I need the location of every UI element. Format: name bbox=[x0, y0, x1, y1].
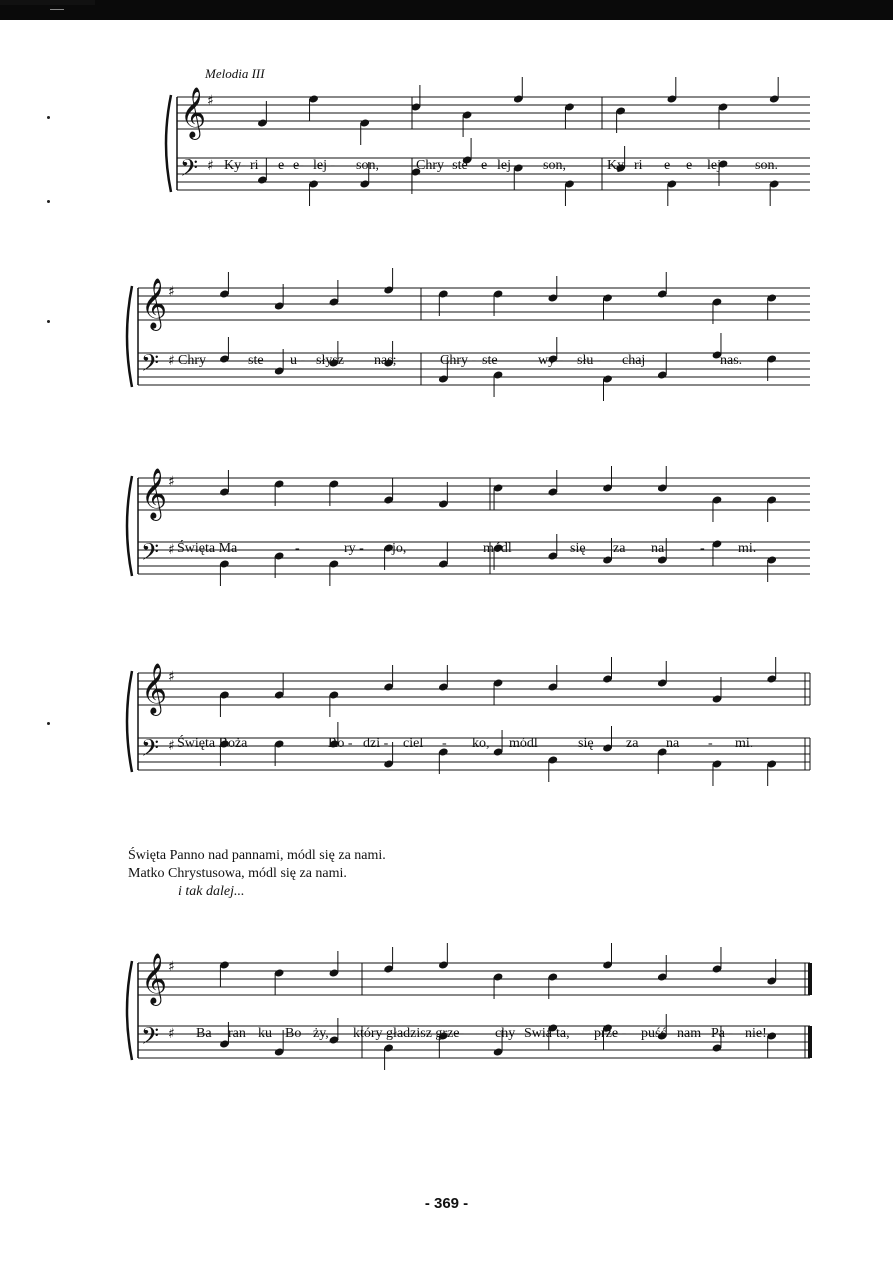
lyric-syllable: Chry - bbox=[440, 353, 477, 368]
key-sharp-icon: ♯ bbox=[168, 959, 175, 975]
lyric-syllable: lej - bbox=[497, 158, 520, 173]
lyric-syllable: - bbox=[442, 736, 447, 751]
lyric-syllable: e bbox=[278, 158, 285, 173]
lyric-syllable: mi. bbox=[738, 541, 757, 556]
lyric-syllable: e- bbox=[293, 158, 304, 173]
lyric-syllable: - bbox=[708, 736, 713, 751]
lyric-syllable: ran- bbox=[228, 1026, 251, 1041]
lyric-syllable: dzi - bbox=[363, 736, 389, 751]
lyric-syllable: wy - bbox=[538, 353, 564, 368]
lyric-syllable: nam bbox=[677, 1026, 702, 1041]
lyric-syllable: który gładzisz grze- bbox=[353, 1026, 465, 1041]
lyric-syllable: módl bbox=[509, 736, 538, 751]
key-sharp-icon: ♯ bbox=[168, 474, 175, 490]
bass-clef-icon: 𝄢 bbox=[180, 154, 199, 187]
lyric-syllable: nie! bbox=[745, 1026, 767, 1041]
bass-clef-icon: 𝄢 bbox=[141, 1022, 160, 1055]
lyric-syllable: e bbox=[664, 158, 671, 173]
system-brace bbox=[127, 476, 132, 576]
lyric-syllable: ry - bbox=[344, 541, 364, 556]
lyric-syllable: Chry bbox=[178, 353, 206, 368]
lyric-syllable: Ro - bbox=[328, 736, 353, 751]
lyric-syllable: prze - bbox=[594, 1026, 627, 1041]
system-brace bbox=[166, 95, 171, 192]
lyric-syllable: son. bbox=[755, 158, 778, 173]
lyric-syllable: e- bbox=[481, 158, 492, 173]
bass-clef-icon: 𝄢 bbox=[141, 349, 160, 382]
lyric-syllable: Bo - bbox=[285, 1026, 310, 1041]
lyric-syllable: chy bbox=[495, 1026, 516, 1041]
lyric-syllable: za bbox=[626, 736, 639, 751]
lyric-syllable: chaj bbox=[622, 353, 646, 368]
treble-clef-icon: 𝄞 bbox=[141, 278, 168, 329]
lyric-syllable: módl bbox=[483, 541, 512, 556]
lyric-syllable: Święta Ma bbox=[177, 541, 238, 556]
verse-continuation: i tak dalej... bbox=[178, 884, 245, 899]
lyric-syllable: słysz bbox=[316, 353, 344, 368]
lyric-syllable: za bbox=[613, 541, 626, 556]
lyric-syllable: Święta Boża bbox=[177, 736, 248, 751]
treble-clef-icon: 𝄞 bbox=[141, 468, 168, 519]
lyric-syllable: ste bbox=[482, 353, 498, 368]
key-sharp-icon: ♯ bbox=[207, 93, 214, 109]
lyric-syllable: ży, bbox=[313, 1026, 329, 1041]
lyric-syllable: e- bbox=[686, 158, 697, 173]
lyric-syllable: ko, bbox=[472, 736, 490, 751]
verse-text bbox=[128, 847, 386, 901]
lyric-syllable: ri - bbox=[250, 158, 267, 173]
lyric-syllable: mi. bbox=[735, 736, 754, 751]
page-number: - 369 - bbox=[424, 1195, 469, 1212]
key-sharp-icon: ♯ bbox=[207, 158, 214, 174]
lyric-syllable: słu - bbox=[577, 353, 602, 368]
lyric-syllable: nas; bbox=[374, 353, 397, 368]
key-sharp-icon: ♯ bbox=[168, 353, 175, 369]
system-brace bbox=[127, 286, 132, 387]
lyric-syllable: jo, bbox=[392, 541, 407, 556]
lyric-syllable: lej - bbox=[707, 158, 730, 173]
lyric-syllable: - bbox=[226, 353, 231, 368]
lyric-syllable: się bbox=[578, 736, 594, 751]
lyric-syllable: - bbox=[700, 541, 705, 556]
verse-line: Święta Panno nad pannami, módl się za nami. bbox=[128, 848, 386, 863]
system-brace bbox=[127, 961, 132, 1060]
verse-line: Matko Chrystusowa, módl się za nami. bbox=[128, 866, 347, 881]
key-sharp-icon: ♯ bbox=[168, 669, 175, 685]
lyric-syllable: Ky- bbox=[224, 158, 246, 173]
key-sharp-icon: ♯ bbox=[168, 1026, 175, 1042]
lyric-syllable: ku bbox=[258, 1026, 272, 1041]
lyric-syllable: ri - bbox=[634, 158, 651, 173]
lyric-syllable: u - bbox=[290, 353, 306, 368]
lyric-syllable: puść bbox=[641, 1026, 667, 1041]
melody-heading: Melodia III bbox=[205, 66, 265, 81]
lyric-syllable: Pa - bbox=[711, 1026, 734, 1041]
lyric-syllable: na bbox=[666, 736, 680, 751]
lyric-syllable: son, bbox=[543, 158, 566, 173]
lyric-syllable: się bbox=[570, 541, 586, 556]
treble-clef-icon: 𝄞 bbox=[141, 953, 168, 1004]
key-sharp-icon: ♯ bbox=[168, 284, 175, 300]
lyric-syllable: ciel bbox=[403, 736, 424, 751]
lyric-syllable: son, bbox=[356, 158, 379, 173]
lyric-syllable: Chry bbox=[416, 158, 444, 173]
lyric-syllable: - bbox=[295, 541, 300, 556]
key-sharp-icon: ♯ bbox=[168, 542, 175, 558]
lyric-syllable: Swia bbox=[524, 1026, 552, 1041]
key-sharp-icon: ♯ bbox=[168, 738, 175, 754]
bass-clef-icon: 𝄢 bbox=[141, 538, 160, 571]
lyric-syllable: lej - bbox=[313, 158, 336, 173]
lyric-syllable: nas. bbox=[720, 353, 743, 368]
bass-clef-icon: 𝄢 bbox=[141, 734, 160, 767]
treble-clef-icon: 𝄞 bbox=[141, 663, 168, 714]
treble-clef-icon: 𝄞 bbox=[180, 87, 207, 138]
lyric-syllable: - ste bbox=[444, 158, 468, 173]
lyric-syllable: Ky- bbox=[607, 158, 629, 173]
lyric-syllable: ta, bbox=[556, 1026, 570, 1041]
lyric-syllable: Ba - bbox=[196, 1026, 220, 1041]
lyric-syllable: ste bbox=[248, 353, 264, 368]
system-brace bbox=[127, 671, 132, 772]
lyric-syllable: na bbox=[651, 541, 665, 556]
